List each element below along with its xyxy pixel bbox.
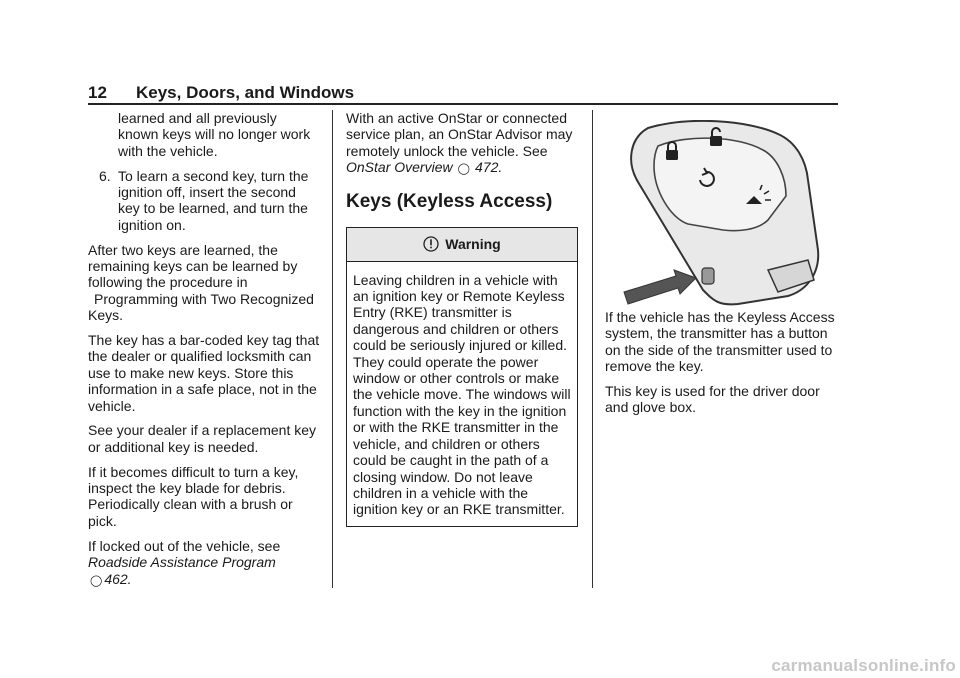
paragraph-key-tag: The key has a bar-coded key tag that the dealer or qualified locksmith can use to make new keys. Store this information in a safe place, not in the vehicle. [88, 332, 320, 414]
page-number: 12 [88, 83, 107, 102]
paragraph-driver-door: This key is used for the driver door and glove box. [605, 383, 820, 416]
step-text: To learn a second key, turn the ignition off, insert the second key to be learned, and turn the ignition on. [118, 167, 309, 233]
continued-step-text: learned and all previously known keys will no longer work with the vehicle. [118, 110, 311, 159]
page-reference-icon: ◯ [454, 163, 474, 176]
paragraph-onstar [346, 110, 578, 178]
onstar-overview-link[interactable]: OnStar Overview [346, 159, 453, 176]
paragraph-text: After two keys are learned, the remaining keys can be learned by following the procedure in [88, 241, 298, 291]
column-middle [346, 110, 578, 527]
paragraph-learn-keys [88, 242, 320, 324]
roadside-assistance-link[interactable]: Roadside Assistance Program [88, 554, 276, 571]
section-heading: Keys (Keyless Access) [346, 190, 553, 212]
header-rule [88, 103, 838, 105]
release-button [702, 268, 714, 284]
warning-header [347, 228, 577, 262]
paragraph-clean-key: If it becomes difficult to turn a key, inspect the key blade for debris. Periodically clean with a brush or pick. [88, 463, 299, 529]
page-reference[interactable]: 472. [475, 159, 503, 176]
paragraph-keyless-access: If the vehicle has the Keyless Access system, the transmitter has a button on the side of the transmitter used to remove the key. [605, 309, 835, 375]
warning-title: Warning [445, 235, 501, 252]
paragraph-text: With an active OnStar or connected service plan, an OnStar Advisor may remotely unlock the vehicle. See [346, 110, 573, 159]
warning-icon [423, 236, 439, 252]
paragraph-replacement-key: See your dealer if a replacement key or additional key is needed. [88, 422, 317, 455]
paragraph-text: If locked out of the vehicle, see [88, 537, 281, 554]
page-reference-icon: ◯ [90, 574, 103, 587]
watermark-text: carmanualsonline.info [771, 656, 956, 675]
column-left [88, 110, 320, 597]
procedure-link[interactable]: Programming with Two Recognized Keys. [88, 290, 314, 324]
paragraph-locked-out [88, 538, 320, 589]
page-header [88, 84, 838, 104]
column-divider [332, 110, 333, 588]
warning-box [346, 227, 578, 527]
page-reference[interactable]: 462. [104, 570, 132, 587]
page-title: Keys, Doors, and Windows [136, 83, 355, 102]
step-6 [88, 168, 320, 234]
keyless-transmitter-figure [618, 120, 828, 310]
arrow-icon [624, 270, 696, 304]
warning-text: Leaving children in a vehicle with an ignition key or Remote Keyless Entry (RKE) transmitter is dangerous and children or others could be seriously injured or killed. They could operate the power window or other controls or make the vehicle move. The windows will function with the key in the ignition or with the RKE transmitter in the vehicle, and children or others could be caught in the path of a closing window. Do not leave children in a vehicle with the ignition key or an RKE transmitter. [353, 271, 571, 518]
step-number: 6. [99, 167, 111, 184]
column-divider [592, 110, 593, 588]
column-right [605, 309, 837, 424]
